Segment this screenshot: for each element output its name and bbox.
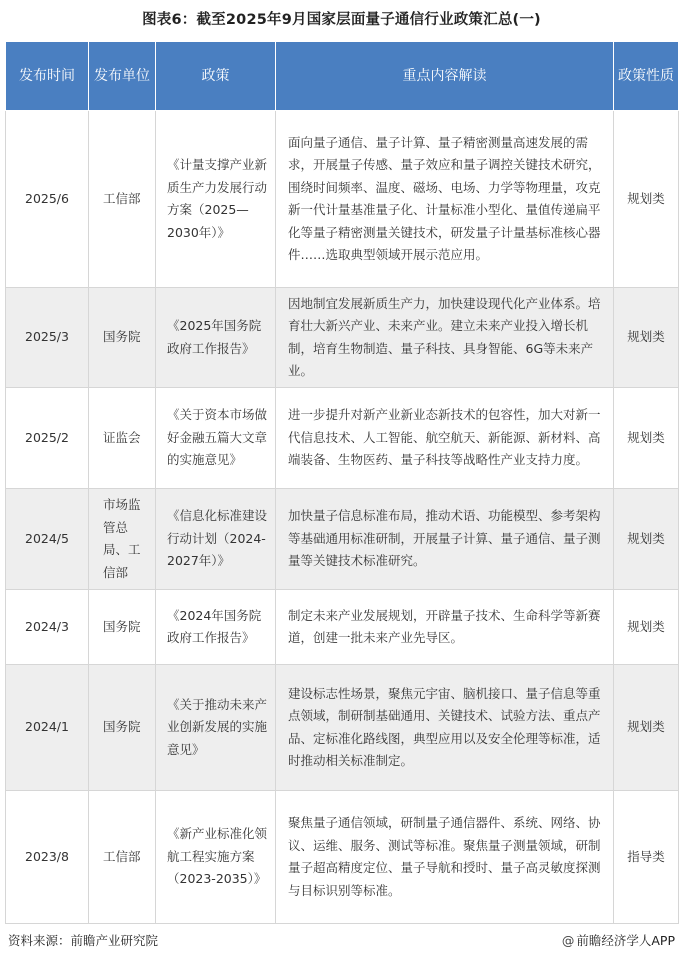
cell-policy: 《关于资本市场做好金融五篇大文章的实施意见》: [156, 388, 276, 489]
cell-policy: 《关于推动未来产业创新发展的实施意见》: [156, 665, 276, 791]
cell-content: 建设标志性场景，聚焦元宇宙、脑机接口、量子信息等重点领域，制研制基础通用、关键技术、试验方法、重点产品、定标准化路线图，典型应用以及安全伦理等标准，适时推动相关标准制定。: [276, 665, 614, 791]
footer: [8, 931, 675, 951]
cell-time: 2024/3: [6, 590, 89, 665]
header-time: 发布时间: [6, 42, 89, 111]
cell-time: 2025/2: [6, 388, 89, 489]
cell-nature: 规划类: [614, 111, 679, 288]
cell-content: 加快量子信息标准布局，推动术语、功能模型、参考架构等基础通用标准研制，开展量子计算、量子通信、量子测量等关键技术标准研究。: [276, 489, 614, 590]
table-row: [6, 111, 679, 288]
cell-nature: 规划类: [614, 288, 679, 388]
cell-nature: 指导类: [614, 791, 679, 924]
table-row: [6, 665, 679, 791]
table-row: [6, 791, 679, 924]
cell-policy: 《新产业标准化领航工程实施方案（2023-2035）》: [156, 791, 276, 924]
cell-nature: 规划类: [614, 665, 679, 791]
cell-nature: 规划类: [614, 489, 679, 590]
cell-content: 进一步提升对新产业新业态新技术的包容性，加大对新一代信息技术、人工智能、航空航天、新能源、新材料、高端装备、生物医药、量子科技等战略性产业支持力度。: [276, 388, 614, 489]
cell-content: 因地制宜发展新质生产力，加快建设现代化产业体系。培育壮大新兴产业、未来产业。建立未来产业投入增长机制，培育生物制造、量子科技、具身智能、6G等未来产业。: [276, 288, 614, 388]
cell-policy: 《计量支撑产业新质生产力发展行动方案（2025—2030年）》: [156, 111, 276, 288]
cell-unit: 证监会: [89, 388, 156, 489]
brand-label: 前瞻经济学人APP: [576, 933, 675, 948]
table-row: [6, 388, 679, 489]
header-policy: 政策: [156, 42, 276, 111]
table-header-row: [6, 42, 679, 111]
cell-policy: 《信息化标准建设行动计划（2024-2027年）》: [156, 489, 276, 590]
policy-table: [5, 41, 679, 924]
cell-unit: 工信部: [89, 111, 156, 288]
cell-content: 制定未来产业发展规划，开辟量子技术、生命科学等新赛道，创建一批未来产业先导区。: [276, 590, 614, 665]
source-note: 资料来源：前瞻产业研究院: [8, 933, 159, 948]
cell-policy: 《2025年国务院政府工作报告》: [156, 288, 276, 388]
cell-content: 面向量子通信、量子计算、量子精密测量高速发展的需求，开展量子传感、量子效应和量子调控关键技术研究，围绕时间频率、温度、磁场、电场、力学等物理量，攻克新一代计量基准量子化、计量标准小型化、量值传递扁平化等量子精密测量关键技术，研发量子计量基标准核心器件……选取典型领域开展示范应用。: [276, 111, 614, 288]
cell-nature: 规划类: [614, 590, 679, 665]
table-row: [6, 590, 679, 665]
header-unit: 发布单位: [89, 42, 156, 111]
cell-content: 聚焦量子通信领域，研制量子通信器件、系统、网络、协议、运维、服务、测试等标准。聚焦量子测量领域，研制量子超高精度定位、量子导航和授时、量子高灵敏度探测与目标识别等标准。: [276, 791, 614, 924]
cell-time: 2025/6: [6, 111, 89, 288]
cell-time: 2025/3: [6, 288, 89, 388]
cell-policy: 《2024年国务院政府工作报告》: [156, 590, 276, 665]
cell-unit: 国务院: [89, 665, 156, 791]
cell-unit: 工信部: [89, 791, 156, 924]
cell-nature: 规划类: [614, 388, 679, 489]
cell-unit: 国务院: [89, 288, 156, 388]
cell-unit: 国务院: [89, 590, 156, 665]
header-content: 重点内容解读: [276, 42, 614, 111]
page-title: 图表6：截至2025年9月国家层面量子通信行业政策汇总(一): [142, 12, 541, 28]
brand-credit: [562, 931, 675, 949]
at-icon: @: [561, 933, 575, 948]
cell-time: 2024/1: [6, 665, 89, 791]
cell-time: 2023/8: [6, 791, 89, 924]
table-row: [6, 489, 679, 590]
table-row: [6, 288, 679, 388]
header-nature: 政策性质: [614, 42, 679, 111]
cell-time: 2024/5: [6, 489, 89, 590]
cell-unit: 市场监管总局、工信部: [89, 489, 156, 590]
